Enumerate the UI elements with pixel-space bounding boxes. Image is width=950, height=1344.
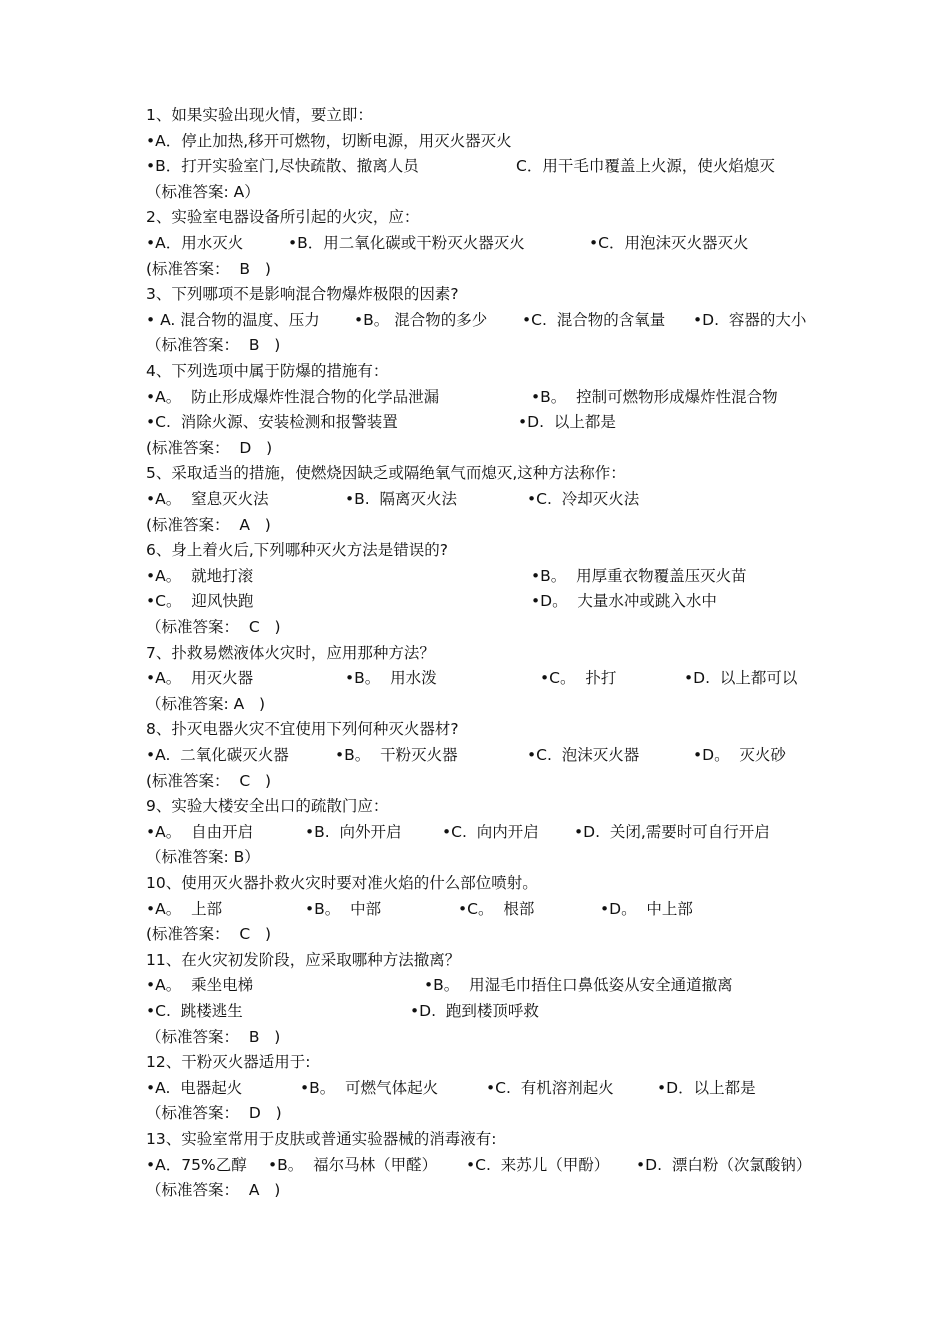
- standard-answer: （标准答案: A）: [146, 182, 260, 201]
- answer-line: [0, 616, 950, 638]
- question-text-line: [0, 795, 950, 817]
- options-line: [0, 1154, 950, 1176]
- question-text: 1、如果实验出现火情，要立即：: [146, 106, 373, 124]
- option-text: •D. 以上都是: [518, 413, 616, 432]
- question-text-line: [0, 283, 950, 305]
- options-line: [0, 386, 950, 408]
- option-text: •A。 就地打滚: [146, 566, 254, 585]
- question-text: 11、在火灾初发阶段，应采取哪种方法撤离？: [146, 950, 461, 969]
- option-text: •A．75%乙醇: [146, 1155, 247, 1174]
- option-text: C．用干毛巾覆盖上火源，使火焰熄灭: [516, 157, 775, 176]
- standard-answer: （标准答案： D ): [146, 1104, 282, 1123]
- options-line: [0, 565, 950, 587]
- options-line: [0, 488, 950, 510]
- option-text: •A。 上部: [146, 899, 223, 918]
- question-text: 9、实验大楼安全出口的疏散门应：: [146, 797, 389, 816]
- option-text: •D. 关闭,需要时可自行开启: [574, 822, 770, 841]
- options-line: [0, 130, 950, 152]
- options-line: [0, 309, 950, 331]
- question-text-line: [0, 1128, 950, 1150]
- option-text: •A。 乘坐电梯: [146, 976, 254, 995]
- option-text: •C. 向内开启: [442, 822, 539, 841]
- option-text: •B。 中部: [305, 899, 382, 918]
- options-line: [0, 974, 950, 996]
- option-text: •B。 控制可燃物形成爆炸性混合物: [531, 387, 778, 406]
- question-text-line: [0, 872, 950, 894]
- question-text-line: [0, 718, 950, 740]
- options-line: [0, 1000, 950, 1022]
- question-text: 7、扑救易燃液体火灾时，应用那种方法？: [146, 643, 435, 662]
- question-text-line: [0, 360, 950, 382]
- options-line: [0, 155, 950, 177]
- option-text: •C. 跳楼逃生: [146, 1002, 243, 1020]
- options-line: [0, 411, 950, 433]
- options-line: [0, 590, 950, 612]
- option-text: •C。 扑打: [540, 669, 617, 688]
- question-text-line: [0, 206, 950, 228]
- standard-answer: (标准答案： C ): [146, 771, 272, 790]
- answer-line: [0, 1179, 950, 1201]
- standard-answer: （标准答案: B）: [146, 848, 260, 867]
- option-text: •C. 冷却灭火法: [527, 490, 640, 508]
- standard-answer: (标准答案： D ): [146, 438, 273, 457]
- option-text: •B。 干粉灭火器: [335, 746, 458, 764]
- answer-line: [0, 923, 950, 945]
- option-text: •C。 迎风快跑: [146, 592, 254, 611]
- question-text: 3、下列哪项不是影响混合物爆炸极限的因素?: [146, 285, 459, 304]
- option-text: •D. 漂白粉（次氯酸钠）: [636, 1155, 812, 1174]
- option-text: •C. 泡沫灭火器: [527, 746, 640, 764]
- answer-line: [0, 846, 950, 868]
- answer-line: [0, 258, 950, 280]
- option-text: •C. 来苏儿（甲酚）: [466, 1155, 610, 1174]
- question-text: 5、采取适当的措施，使燃烧因缺乏或隔绝氧气而熄灭,这种方法称作：: [146, 464, 626, 483]
- option-text: •D. 容器的大小: [693, 310, 807, 329]
- standard-answer: （标准答案： A ): [146, 1181, 281, 1200]
- options-line: [0, 898, 950, 920]
- question-text: 4、下列选项中属于防爆的措施有：: [146, 362, 389, 380]
- standard-answer: （标准答案： C ): [146, 618, 281, 636]
- option-text: •B。 用湿毛巾捂住口鼻低姿从安全通道撤离: [424, 976, 733, 995]
- standard-answer: (标准答案： C ): [146, 925, 272, 944]
- question-text: 6、身上着火后,下列哪种灭火方法是错误的?: [146, 541, 449, 560]
- option-text: • A. 混合物的温度、压力: [146, 310, 320, 329]
- option-text: •D。 大量水冲或跳入水中: [531, 592, 717, 611]
- answer-line: [0, 1026, 950, 1048]
- standard-answer: （标准答案： B ): [146, 1027, 281, 1046]
- option-text: •B. 隔离灭火法: [345, 490, 458, 508]
- option-text: •C. 消除火源、安装检测和报警装置: [146, 413, 398, 432]
- question-text: 10、使用灭火器扑救火灾时要对准火焰的什么部位喷射。: [146, 874, 538, 892]
- option-text: •B。 可燃气体起火: [300, 1078, 439, 1097]
- option-text: •B。 用厚重衣物覆盖压灭火苗: [531, 566, 747, 585]
- option-text: •C。 根部: [458, 899, 535, 918]
- option-text: •B. 向外开启: [305, 822, 402, 841]
- option-text: •C. 混合物的含氧量: [522, 310, 666, 329]
- option-text: •B。 福尔马林（甲醛）: [268, 1155, 438, 1174]
- answer-line: [0, 334, 950, 356]
- options-line: [0, 1077, 950, 1099]
- question-text-line: [0, 462, 950, 484]
- standard-answer: (标准答案： A ): [146, 515, 271, 534]
- options-line: [0, 667, 950, 689]
- option-text: •C. 有机溶剂起火: [486, 1078, 614, 1097]
- question-text-line: [0, 539, 950, 561]
- option-text: •D。 中上部: [600, 899, 693, 918]
- option-text: •D. 以上都可以: [684, 669, 798, 688]
- option-text: •A. 二氧化碳灭火器: [146, 746, 289, 764]
- option-text: •B．打开实验室门,尽快疏散、撤离人员: [146, 157, 419, 176]
- options-line: [0, 821, 950, 843]
- question-text: 8、扑灭电器火灾不宜使用下列何种灭火器材?: [146, 720, 459, 739]
- option-text: •B．用二氧化碳或干粉灭火器灭火: [288, 234, 525, 252]
- option-text: •D．以上都是: [657, 1078, 756, 1097]
- option-text: •A．停止加热,移开可燃物，切断电源，用灭火器灭火: [146, 131, 512, 150]
- option-text: •A。 防止形成爆炸性混合物的化学品泄漏: [146, 387, 440, 406]
- question-text: 2、实验室电器设备所引起的火灾，应：: [146, 208, 420, 227]
- option-text: •B。 用水泼: [345, 669, 437, 688]
- question-text-line: [0, 1051, 950, 1073]
- standard-answer: （标准答案： B ): [146, 336, 281, 355]
- option-text: •A．用水灭火: [146, 234, 244, 252]
- option-text: •A。 自由开启: [146, 822, 254, 841]
- answer-line: [0, 1102, 950, 1124]
- answer-line: [0, 437, 950, 459]
- standard-answer: (标准答案： B ): [146, 259, 271, 278]
- standard-answer: （标准答案: A ): [146, 694, 266, 713]
- question-text-line: [0, 949, 950, 971]
- options-line: [0, 744, 950, 766]
- answer-line: [0, 181, 950, 203]
- answer-line: [0, 770, 950, 792]
- question-text: 12、干粉灭火器适用于:: [146, 1053, 311, 1072]
- option-text: •D. 跑到楼顶呼救: [410, 1002, 539, 1020]
- answer-line: [0, 514, 950, 536]
- option-text: •D。 灭火砂: [693, 746, 786, 764]
- option-text: •C．用泡沫灭火器灭火: [589, 234, 749, 252]
- options-line: [0, 232, 950, 254]
- option-text: •A。 窒息灭火法: [146, 490, 269, 508]
- question-text-line: [0, 642, 950, 664]
- question-text: 13、实验室常用于皮肤或普通实验器械的消毒液有:: [146, 1130, 497, 1148]
- answer-line: [0, 693, 950, 715]
- option-text: •B。 混合物的多少: [354, 310, 488, 329]
- option-text: •A. 电器起火: [146, 1078, 243, 1097]
- question-text-line: [0, 104, 950, 126]
- option-text: •A。 用灭火器: [146, 669, 254, 688]
